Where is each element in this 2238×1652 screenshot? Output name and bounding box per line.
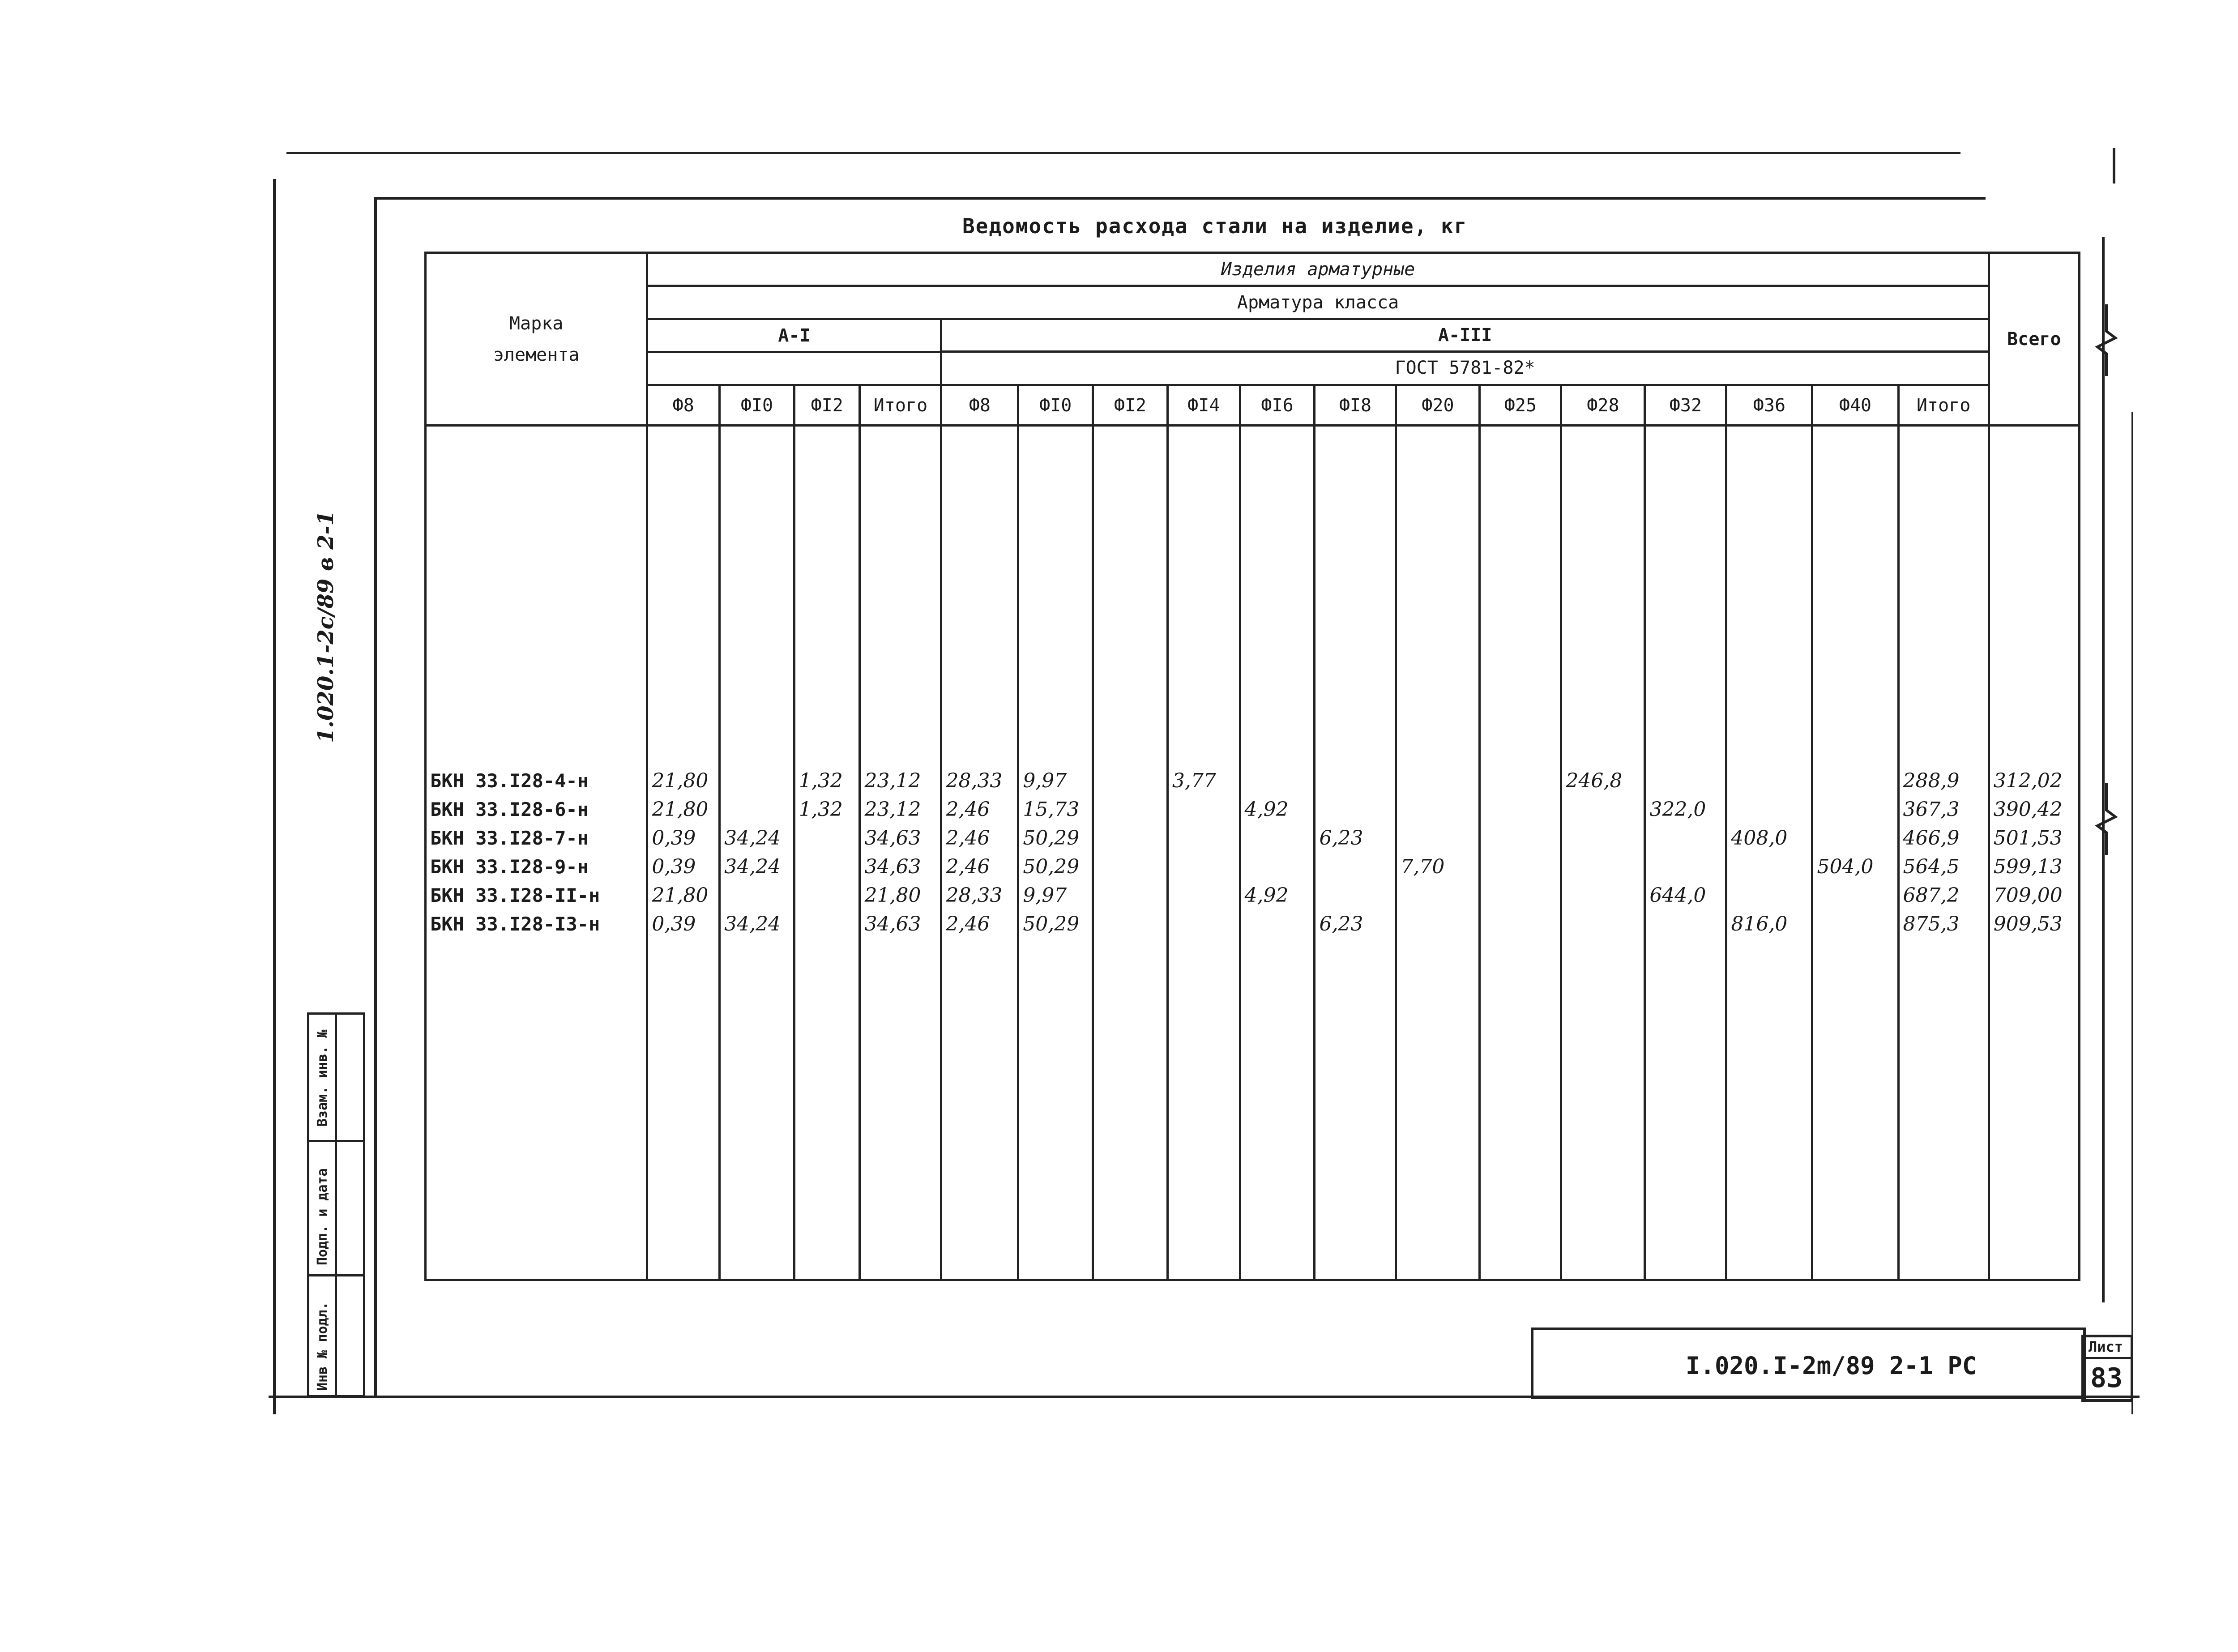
element-mark: БКН 33.I28-II-н <box>430 884 600 906</box>
cell-value <box>724 767 790 795</box>
cell-value: 15,73 <box>1023 798 1080 821</box>
title-block <box>1531 1328 2086 1399</box>
value-column-13 <box>1645 426 1726 1280</box>
cell-value <box>1098 853 1163 881</box>
cell-value <box>1817 824 1893 853</box>
page-edge-right-line <box>2131 412 2133 1414</box>
cell-value: 21,80 <box>652 769 709 792</box>
element-mark: БКН 33.I28-6-н <box>430 798 589 820</box>
cell-value <box>1172 910 1235 939</box>
cell-value: 50,29 <box>1023 855 1080 878</box>
element-mark: БКН 33.I28-4-н <box>430 770 589 792</box>
element-mark: БКН 33.I28-9-н <box>430 856 589 878</box>
cell-value: 1,32 <box>799 798 843 821</box>
total-value: 709,00 <box>1993 884 2063 907</box>
cell-value: 34,24 <box>724 913 781 935</box>
cell-value <box>1649 824 1721 853</box>
cell-value <box>1319 853 1391 881</box>
cell-value <box>1245 767 1310 795</box>
class-a3-header <box>941 319 1989 385</box>
value-column-1 <box>720 426 794 1280</box>
cell-value <box>1401 795 1475 824</box>
marks-column <box>426 426 647 1280</box>
cell-value <box>1172 824 1235 853</box>
value-column-2 <box>794 426 860 1280</box>
diameter-header-13: Ф32 <box>1645 385 1726 426</box>
cell-value <box>1245 910 1310 939</box>
element-mark: БКН 33.I28-I3-н <box>430 913 600 935</box>
sheet-box <box>2081 1335 2133 1402</box>
cell-value: 816,0 <box>1731 913 1788 935</box>
cell-value: 466,9 <box>1903 827 1960 849</box>
value-column-3 <box>860 426 941 1280</box>
cell-value: 28,33 <box>946 769 1003 792</box>
diameter-header-16: Итого <box>1898 385 1989 426</box>
header-row-diameters <box>426 385 2080 426</box>
diameter-header-4: Ф8 <box>941 385 1018 426</box>
header-row-class <box>426 286 2080 319</box>
cell-value: 504,0 <box>1817 855 1874 878</box>
cell-value: 875,3 <box>1903 913 1960 935</box>
cell-value: 246,8 <box>1566 769 1623 792</box>
title-block-code: I.020.I-2m/89 2-1 РС <box>1686 1352 1977 1380</box>
sheet-number: 83 <box>2090 1362 2123 1394</box>
diameter-header-5: ФI0 <box>1018 385 1093 426</box>
cell-value: 2,46 <box>946 827 990 849</box>
cell-value <box>724 795 790 824</box>
value-column-7 <box>1167 426 1240 1280</box>
cell-value <box>1098 824 1163 853</box>
value-column-11 <box>1480 426 1561 1280</box>
cell-value <box>1566 881 1640 910</box>
cell-value <box>799 881 855 910</box>
total-value: 599,13 <box>1993 855 2063 878</box>
group-header: Изделия арматурные <box>647 253 1989 286</box>
cell-value: 21,80 <box>652 884 709 907</box>
class-a1-header: А-I <box>647 319 941 352</box>
diameter-header-8: ФI6 <box>1240 385 1315 426</box>
cell-value: 0,39 <box>652 827 696 849</box>
cell-value <box>1484 824 1556 853</box>
gost-label: ГОСТ 5781-82* <box>1395 358 1535 378</box>
cell-value <box>1817 795 1893 824</box>
cell-value: 23,12 <box>864 798 921 821</box>
cell-value <box>1245 824 1310 853</box>
cell-value <box>1401 824 1475 853</box>
cell-value <box>1172 853 1235 881</box>
cell-value <box>1731 853 1807 881</box>
header-row-group <box>426 253 2080 286</box>
total-value: 501,53 <box>1993 827 2063 849</box>
top-border-line-outer <box>286 152 1960 154</box>
cell-value: 408,0 <box>1731 827 1788 849</box>
cell-value: 687,2 <box>1903 884 1960 907</box>
cell-value: 2,46 <box>946 855 990 878</box>
corner-tick <box>2113 148 2115 184</box>
element-mark: БКН 33.I28-7-н <box>430 827 589 849</box>
mark-header <box>426 253 647 426</box>
cell-value: 564,5 <box>1903 855 1960 878</box>
cell-value: 6,23 <box>1319 827 1363 849</box>
cell-value <box>1401 881 1475 910</box>
cell-value <box>1566 824 1640 853</box>
diameter-header-0: Ф8 <box>647 385 720 426</box>
cell-value: 4,92 <box>1244 798 1289 821</box>
diameter-header-10: Ф20 <box>1396 385 1480 426</box>
diameter-header-3: Итого <box>860 385 941 426</box>
cell-value: 9,97 <box>1023 769 1067 792</box>
diameter-header-1: ФI0 <box>720 385 794 426</box>
cell-value: 50,29 <box>1023 913 1080 935</box>
value-column-9 <box>1315 426 1396 1280</box>
diameter-header-15: Ф40 <box>1812 385 1898 426</box>
value-column-16 <box>1898 426 1989 1280</box>
mark-header-text: Марка элемента <box>493 313 580 365</box>
cell-value <box>1098 910 1163 939</box>
cell-value <box>1817 767 1893 795</box>
cell-value: 3,77 <box>1172 769 1216 792</box>
right-border-line <box>2102 237 2105 1302</box>
cell-value <box>799 824 855 853</box>
class-a3-label: А-III <box>942 320 1987 353</box>
cell-value: 0,39 <box>652 855 696 878</box>
cell-value <box>1817 910 1893 939</box>
cell-value: 367,3 <box>1903 798 1960 821</box>
cell-value: 7,70 <box>1401 855 1445 878</box>
approval-stamp-column <box>307 1012 365 1397</box>
sheet-divider <box>2084 1357 2131 1359</box>
value-column-10 <box>1396 426 1480 1280</box>
cell-value <box>1172 881 1235 910</box>
value-column-12 <box>1561 426 1645 1280</box>
cell-value <box>799 853 855 881</box>
cell-value: 21,80 <box>864 884 921 907</box>
cell-value: 34,24 <box>724 827 781 849</box>
value-column-14 <box>1726 426 1812 1280</box>
cell-value: 0,39 <box>652 913 696 935</box>
table-body-row <box>426 426 2080 1280</box>
cell-value <box>1649 910 1721 939</box>
cell-value: 34,63 <box>864 827 921 849</box>
cell-value <box>1566 910 1640 939</box>
cell-value <box>1731 767 1807 795</box>
cell-value <box>1319 795 1391 824</box>
diameter-header-14: Ф36 <box>1726 385 1812 426</box>
cell-value: 1,32 <box>799 769 843 792</box>
cell-value <box>1098 767 1163 795</box>
break-mark-top <box>2093 304 2120 376</box>
top-border-line <box>374 197 1986 200</box>
steel-consumption-table <box>424 252 2080 1281</box>
stamp-label-inventory: Инв № подл. <box>315 1302 330 1391</box>
stamp-label-signature: Подп. и дата <box>315 1168 330 1265</box>
cell-value <box>1484 853 1556 881</box>
cell-value: 288,9 <box>1903 769 1960 792</box>
cell-value <box>1566 853 1640 881</box>
cell-value <box>1319 767 1391 795</box>
cell-value: 322,0 <box>1649 798 1706 821</box>
cell-value: 2,46 <box>946 798 990 821</box>
cell-value: 50,29 <box>1023 827 1080 849</box>
value-column-6 <box>1093 426 1168 1280</box>
document-title: Ведомость расхода стали на изделие, кг <box>962 214 1468 238</box>
cell-value <box>799 910 855 939</box>
header-row-class-split <box>426 319 2080 352</box>
cell-value <box>1098 881 1163 910</box>
cell-value <box>1484 795 1556 824</box>
cell-value <box>1172 795 1235 824</box>
cell-value: 4,92 <box>1244 884 1289 907</box>
cell-value <box>1401 910 1475 939</box>
total-value: 312,02 <box>1993 769 2063 792</box>
cell-value <box>1649 853 1721 881</box>
stamp-inner-line <box>335 1015 337 1395</box>
diameter-header-11: Ф25 <box>1480 385 1561 426</box>
inner-left-border-line <box>374 197 377 1396</box>
cell-value: 9,97 <box>1023 884 1067 907</box>
value-column-0 <box>647 426 720 1280</box>
cell-value: 34,63 <box>864 855 921 878</box>
diameter-header-6: ФI2 <box>1093 385 1168 426</box>
value-column-4 <box>941 426 1018 1280</box>
cell-value <box>1484 881 1556 910</box>
value-column-15 <box>1812 426 1898 1280</box>
cell-value <box>1731 795 1807 824</box>
total-value: 390,42 <box>1993 798 2063 821</box>
break-mark-bottom <box>2093 783 2120 855</box>
cell-value: 23,12 <box>864 769 921 792</box>
cell-value: 644,0 <box>1649 884 1706 907</box>
cell-value <box>724 881 790 910</box>
cell-value <box>1817 881 1893 910</box>
cell-value <box>1484 767 1556 795</box>
cell-value <box>1319 881 1391 910</box>
diameter-header-7: ФI4 <box>1167 385 1240 426</box>
cell-value: 34,24 <box>724 855 781 878</box>
cell-value: 28,33 <box>946 884 1003 907</box>
stamp-label-substitute: Взам. инв. № <box>315 1029 330 1127</box>
cell-value: 2,46 <box>946 913 990 935</box>
diameter-header-2: ФI2 <box>794 385 860 426</box>
cell-value <box>1484 910 1556 939</box>
class-header: Арматура класса <box>647 286 1989 319</box>
cell-value <box>1245 853 1310 881</box>
value-column-8 <box>1240 426 1315 1280</box>
total-column <box>1989 426 2079 1280</box>
total-header: Всего <box>1989 253 2079 426</box>
cell-value: 6,23 <box>1319 913 1363 935</box>
sheet-label: Лист <box>2089 1338 2123 1355</box>
diameter-header-12: Ф28 <box>1561 385 1645 426</box>
diameter-header-9: ФI8 <box>1315 385 1396 426</box>
cell-value <box>1098 795 1163 824</box>
cell-value <box>1731 881 1807 910</box>
cell-value <box>1566 795 1640 824</box>
side-document-code: 1.020.1-2с/89 в 2-1 <box>313 511 338 743</box>
total-value: 909,53 <box>1993 913 2063 935</box>
cell-value <box>1401 767 1475 795</box>
value-column-5 <box>1018 426 1093 1280</box>
cell-value <box>1649 767 1721 795</box>
left-border-line <box>273 179 276 1414</box>
cell-value: 34,63 <box>864 913 921 935</box>
class-a1-blank <box>647 352 941 385</box>
cell-value: 21,80 <box>652 798 709 821</box>
